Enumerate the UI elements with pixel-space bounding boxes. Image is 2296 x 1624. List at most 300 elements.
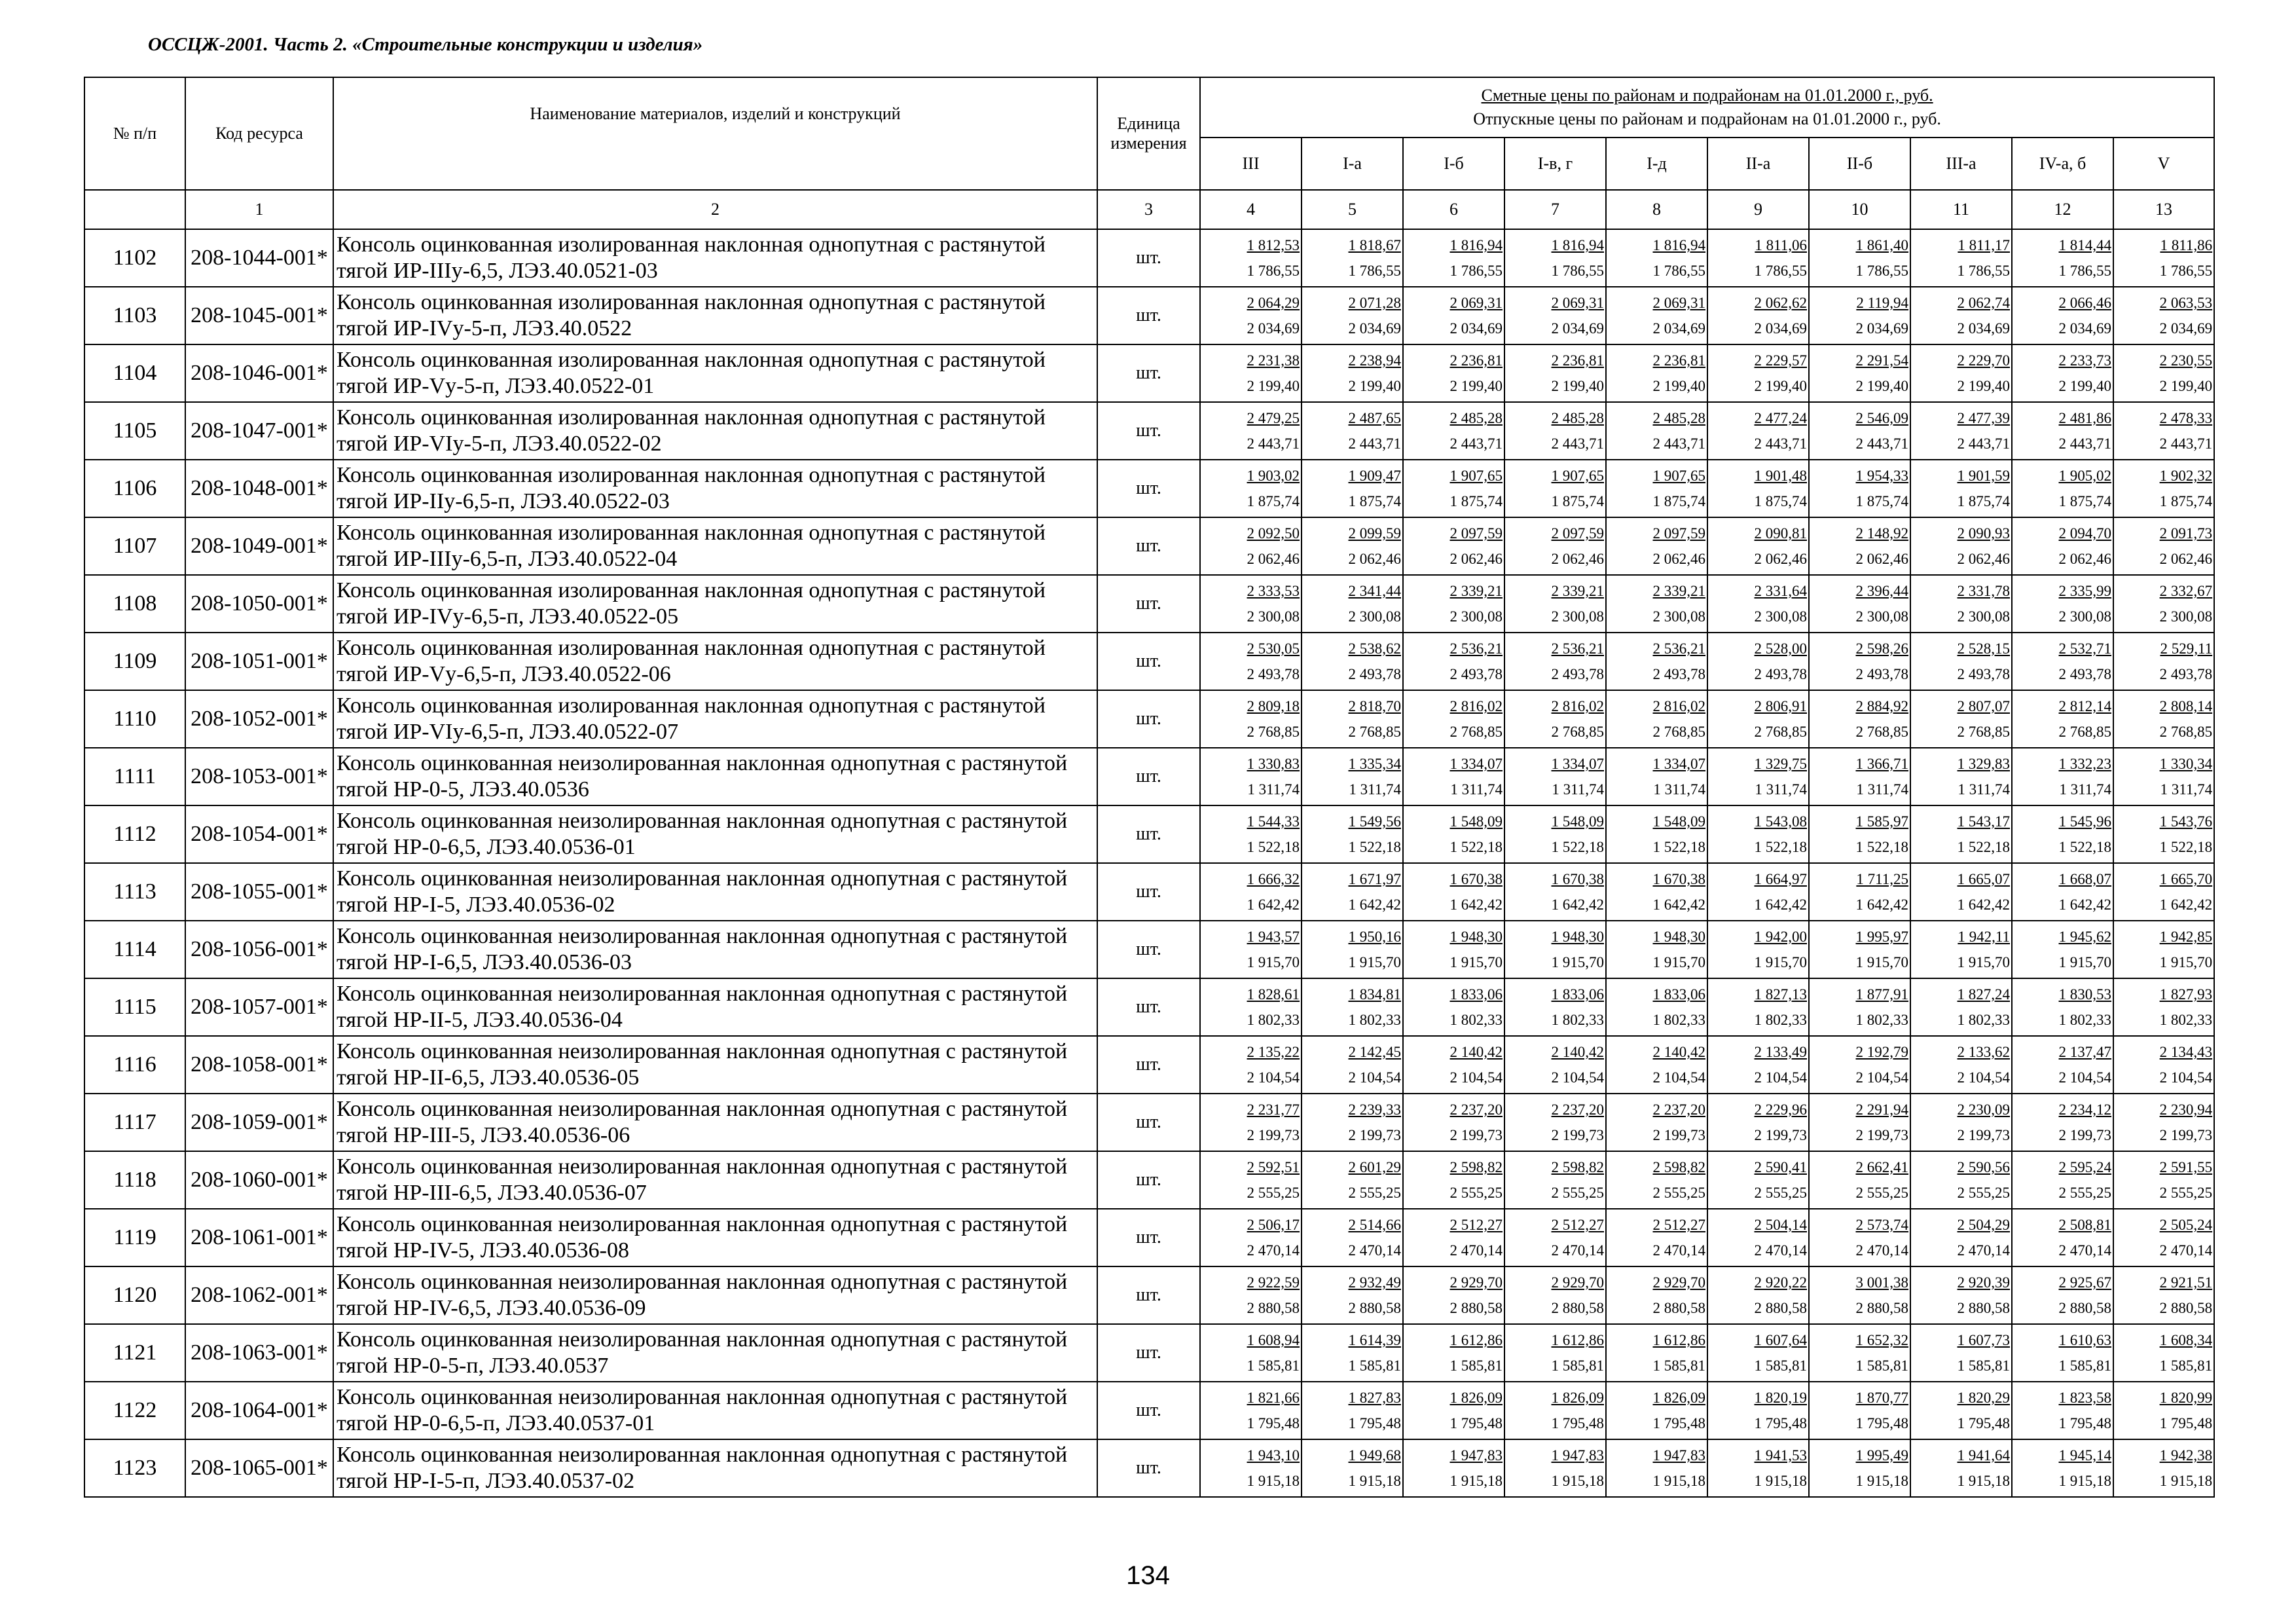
estimated-price: 1 823,58 [2058, 1390, 2111, 1406]
price-cell [1707, 575, 1809, 633]
table-row [84, 1094, 2214, 1151]
header-num: № п/п [84, 77, 185, 190]
estimated-price: 2 528,00 [1754, 640, 1807, 657]
item-name [333, 748, 1097, 805]
release-price: 2 034,69 [1957, 320, 2010, 337]
release-price: 1 802,33 [1855, 1012, 1908, 1028]
release-price: 1 585,81 [1348, 1357, 1401, 1374]
price-cell [1403, 517, 1504, 575]
price-cell [1403, 287, 1504, 344]
price-cell [1606, 1382, 1707, 1439]
table-row [84, 1324, 2214, 1382]
price-cell [1302, 460, 1403, 517]
header-region: III [1200, 138, 1302, 190]
release-price: 1 915,18 [2159, 1473, 2213, 1489]
estimated-price: 2 339,21 [1652, 583, 1705, 599]
price-cell [1504, 978, 1606, 1036]
header-region: IV-а, б [2012, 138, 2113, 190]
item-name-line2: тягой ИР-Vу-6,5-п, ЛЭЗ.40.0522-06 [337, 662, 671, 686]
price-cell [1200, 978, 1302, 1036]
release-price: 1 585,81 [1449, 1357, 1503, 1374]
price-cell [1302, 1209, 1403, 1266]
column-number: 6 [1403, 190, 1504, 229]
estimated-price: 2 816,02 [1652, 698, 1705, 714]
price-cell [1606, 863, 1707, 921]
price-cell [1606, 1266, 1707, 1324]
release-price: 1 522,18 [1957, 839, 2010, 855]
release-price: 2 104,54 [1449, 1069, 1503, 1086]
estimated-price: 2 920,22 [1754, 1274, 1807, 1291]
price-cell [1504, 1439, 1606, 1497]
release-price: 1 795,48 [1754, 1415, 1807, 1431]
release-price: 2 034,69 [2058, 320, 2111, 337]
price-cell [1606, 575, 1707, 633]
resource-code: 208-1051-001* [185, 633, 333, 690]
item-name-line2: тягой ИР-VIу-5-п, ЛЭЗ.40.0522-02 [337, 432, 662, 456]
release-price: 2 062,46 [1957, 551, 2010, 567]
item-name-line2: тягой НР-0-5, ЛЭЗ.40.0536 [337, 777, 589, 802]
row-number: 1117 [84, 1094, 185, 1151]
release-price: 1 915,70 [2058, 954, 2111, 970]
item-name-line1: Консоль оцинкованная неизолированная наклонная однопутная с растянутой [337, 1270, 1068, 1294]
price-cell [1504, 575, 1606, 633]
item-name-line1: Консоль оцинкованная неизолированная наклонная однопутная с растянутой [337, 1327, 1068, 1352]
estimated-price: 2 097,59 [1652, 525, 1705, 542]
price-cell [1910, 1151, 2012, 1209]
estimated-price: 2 066,46 [2058, 295, 2111, 311]
estimated-price: 2 339,21 [1551, 583, 1604, 599]
release-price: 2 199,40 [1855, 378, 1908, 394]
price-cell [1302, 863, 1403, 921]
estimated-price: 2 816,02 [1551, 698, 1604, 714]
price-cell [1910, 1382, 2012, 1439]
release-price: 1 786,55 [1754, 263, 1807, 279]
release-price: 1 786,55 [1247, 263, 1300, 279]
price-cell [1504, 1209, 1606, 1266]
estimated-price: 2 236,81 [1449, 352, 1503, 369]
item-name-line1: Консоль оцинкованная изолированная наклонная однопутная с растянутой [337, 348, 1046, 372]
resource-code: 208-1046-001* [185, 344, 333, 402]
item-name [333, 633, 1097, 690]
release-price: 2 880,58 [1957, 1300, 2010, 1316]
item-name-line2: тягой НР-0-6,5-п, ЛЭЗ.40.0537-01 [337, 1411, 655, 1435]
estimated-price: 2 140,42 [1449, 1044, 1503, 1060]
release-price: 1 786,55 [1855, 263, 1908, 279]
resource-code: 208-1050-001* [185, 575, 333, 633]
estimated-price: 1 548,09 [1551, 813, 1604, 830]
price-cell [2113, 1094, 2214, 1151]
release-price: 2 104,54 [1247, 1069, 1300, 1086]
release-price: 2 555,25 [1855, 1185, 1908, 1201]
release-price: 2 880,58 [1449, 1300, 1503, 1316]
estimated-price: 2 140,42 [1551, 1044, 1604, 1060]
release-price: 1 802,33 [1551, 1012, 1604, 1028]
table-row [84, 1036, 2214, 1094]
release-price: 2 199,40 [1652, 378, 1705, 394]
resource-code: 208-1065-001* [185, 1439, 333, 1497]
release-price: 1 802,33 [1449, 1012, 1503, 1028]
price-cell [1302, 921, 1403, 978]
item-name [333, 1382, 1097, 1439]
estimated-price: 1 543,17 [1957, 813, 2010, 830]
price-cell [2012, 978, 2113, 1036]
estimated-price: 1 670,38 [1449, 871, 1503, 887]
column-number: 2 [333, 190, 1097, 229]
item-name [333, 517, 1097, 575]
estimated-price: 1 907,65 [1652, 468, 1705, 484]
estimated-price: 1 543,08 [1754, 813, 1807, 830]
price-cell [1403, 1439, 1504, 1497]
estimated-price: 2 333,53 [1247, 583, 1300, 599]
release-price: 2 199,73 [1348, 1127, 1401, 1143]
price-cell [1403, 1382, 1504, 1439]
price-cell [1403, 633, 1504, 690]
header-region: I-б [1403, 138, 1504, 190]
table-row [84, 402, 2214, 460]
estimated-price: 1 870,77 [1855, 1390, 1908, 1406]
price-cell [1606, 921, 1707, 978]
item-name-line1: Консоль оцинкованная неизолированная наклонная однопутная с растянутой [337, 1154, 1068, 1179]
release-price: 1 642,42 [1652, 896, 1705, 913]
estimated-price: 2 339,21 [1449, 583, 1503, 599]
row-number: 1115 [84, 978, 185, 1036]
estimated-price: 1 545,96 [2058, 813, 2111, 830]
column-number: 12 [2012, 190, 2113, 229]
estimated-price: 1 941,53 [1754, 1447, 1807, 1464]
release-price: 1 875,74 [1754, 493, 1807, 509]
release-price: 2 034,69 [1652, 320, 1705, 337]
estimated-price: 2 479,25 [1247, 410, 1300, 426]
estimated-price: 2 598,26 [1855, 640, 1908, 657]
price-cell [1809, 1209, 1910, 1266]
estimated-price: 1 329,83 [1957, 756, 2010, 772]
price-cell [1707, 633, 1809, 690]
release-price: 2 034,69 [1855, 320, 1908, 337]
price-cell [1707, 1151, 1809, 1209]
price-cell [1200, 1036, 1302, 1094]
unit: шт. [1097, 287, 1200, 344]
estimated-price: 2 332,67 [2159, 583, 2213, 599]
estimated-price: 1 877,91 [1855, 986, 1908, 1003]
estimated-price: 1 652,32 [1855, 1332, 1908, 1348]
unit: шт. [1097, 1266, 1200, 1324]
estimated-price: 1 905,02 [2058, 468, 2111, 484]
column-number: 10 [1809, 190, 1910, 229]
release-price: 2 555,25 [1551, 1185, 1604, 1201]
row-number: 1116 [84, 1036, 185, 1094]
price-cell [1910, 1266, 2012, 1324]
estimated-price: 1 995,49 [1855, 1447, 1908, 1464]
estimated-price: 2 808,14 [2159, 698, 2213, 714]
estimated-price: 2 598,82 [1551, 1159, 1604, 1175]
price-cell [1809, 805, 1910, 863]
estimated-price: 1 947,83 [1449, 1447, 1503, 1464]
estimated-price: 1 665,07 [1957, 871, 2010, 887]
item-name-line1: Консоль оцинкованная изолированная наклонная однопутная с растянутой [337, 290, 1046, 314]
table-row [84, 748, 2214, 805]
release-price: 1 786,55 [2159, 263, 2213, 279]
estimated-price: 1 954,33 [1855, 468, 1908, 484]
estimated-price: 2 097,59 [1551, 525, 1604, 542]
price-cell [1200, 748, 1302, 805]
item-name-line2: тягой ИР-Vу-5-п, ЛЭЗ.40.0522-01 [337, 374, 655, 398]
estimated-price: 2 291,54 [1855, 352, 1908, 369]
estimated-price: 1 945,14 [2058, 1447, 2111, 1464]
price-cell [1200, 805, 1302, 863]
price-cell [2113, 748, 2214, 805]
unit: шт. [1097, 1036, 1200, 1094]
estimated-price: 1 948,30 [1551, 929, 1604, 945]
item-name-line1: Консоль оцинкованная неизолированная наклонная однопутная с растянутой [337, 751, 1068, 775]
release-price: 1 802,33 [1652, 1012, 1705, 1028]
estimated-price: 1 608,94 [1247, 1332, 1300, 1348]
item-name-line2: тягой НР-I-5, ЛЭЗ.40.0536-02 [337, 893, 615, 917]
release-price: 1 875,74 [1449, 493, 1503, 509]
estimated-price: 2 091,73 [2159, 525, 2213, 542]
resource-code: 208-1054-001* [185, 805, 333, 863]
row-number: 1121 [84, 1324, 185, 1382]
item-name-line1: Консоль оцинкованная изолированная наклонная однопутная с растянутой [337, 693, 1046, 718]
estimated-price: 1 901,48 [1754, 468, 1807, 484]
item-name [333, 575, 1097, 633]
table-row [84, 978, 2214, 1036]
unit: шт. [1097, 344, 1200, 402]
estimated-price: 2 816,02 [1449, 698, 1503, 714]
estimated-price: 2 806,91 [1754, 698, 1807, 714]
release-price: 1 875,74 [1551, 493, 1604, 509]
price-cell [2113, 1266, 2214, 1324]
unit: шт. [1097, 805, 1200, 863]
price-cell [1910, 921, 2012, 978]
release-price: 2 880,58 [1551, 1300, 1604, 1316]
page-number: 134 [1126, 1561, 1170, 1590]
estimated-price: 1 610,63 [2058, 1332, 2111, 1348]
release-price: 1 915,18 [1449, 1473, 1503, 1489]
estimated-price: 1 942,85 [2159, 929, 2213, 945]
price-cell [2012, 229, 2113, 287]
price-cell [1809, 344, 1910, 402]
price-cell [1809, 460, 1910, 517]
estimated-price: 1 945,62 [2058, 929, 2111, 945]
release-price: 2 062,46 [1652, 551, 1705, 567]
estimated-price: 1 332,23 [2058, 756, 2111, 772]
release-price: 2 443,71 [1449, 435, 1503, 452]
estimated-price: 1 942,00 [1754, 929, 1807, 945]
price-cell [1910, 633, 2012, 690]
estimated-price: 1 949,68 [1348, 1447, 1401, 1464]
estimated-price: 1 811,86 [2160, 237, 2213, 253]
price-cell [1302, 978, 1403, 1036]
price-cell [1707, 690, 1809, 748]
estimated-price: 2 090,93 [1957, 525, 2010, 542]
item-name-line2: тягой НР-I-5-п, ЛЭЗ.40.0537-02 [337, 1469, 635, 1493]
price-cell [1606, 517, 1707, 575]
estimated-price: 2 140,42 [1652, 1044, 1705, 1060]
release-price: 1 522,18 [2058, 839, 2111, 855]
release-price: 1 915,18 [1652, 1473, 1705, 1489]
estimated-price: 2 239,33 [1348, 1101, 1401, 1118]
estimated-price: 1 816,94 [1551, 237, 1604, 253]
item-name [333, 1209, 1097, 1266]
resource-code: 208-1045-001* [185, 287, 333, 344]
column-number: 5 [1302, 190, 1403, 229]
release-price: 1 311,74 [1856, 781, 1908, 798]
price-cell [1403, 575, 1504, 633]
resource-code: 208-1061-001* [185, 1209, 333, 1266]
price-cell [1200, 402, 1302, 460]
price-cell [1504, 863, 1606, 921]
table-row [84, 1266, 2214, 1324]
release-price: 2 199,73 [1754, 1127, 1807, 1143]
release-price: 2 104,54 [1551, 1069, 1604, 1086]
item-name [333, 1324, 1097, 1382]
release-price: 2 300,08 [1551, 608, 1604, 625]
release-price: 2 199,40 [1551, 378, 1604, 394]
item-name-line2: тягой НР-III-5, ЛЭЗ.40.0536-06 [337, 1123, 630, 1147]
estimated-price: 1 329,75 [1754, 756, 1807, 772]
release-price: 2 199,73 [1449, 1127, 1503, 1143]
price-cell [1504, 1094, 1606, 1151]
release-price: 2 062,46 [1449, 551, 1503, 567]
release-price: 1 875,74 [1957, 493, 2010, 509]
release-price: 2 470,14 [1348, 1242, 1401, 1259]
price-cell [1809, 633, 1910, 690]
table-row [84, 690, 2214, 748]
item-name [333, 1036, 1097, 1094]
price-cell [1809, 229, 1910, 287]
price-cell [1707, 1382, 1809, 1439]
release-price: 2 768,85 [2159, 724, 2213, 740]
release-price: 2 493,78 [1348, 666, 1401, 682]
price-cell [1707, 1209, 1809, 1266]
release-price: 1 795,48 [2159, 1415, 2213, 1431]
estimated-price: 2 529,11 [2160, 640, 2213, 657]
release-price: 2 443,71 [2058, 435, 2111, 452]
estimated-price: 2 234,12 [2058, 1101, 2111, 1118]
header-region: I-в, г [1504, 138, 1606, 190]
release-price: 1 786,55 [1652, 263, 1705, 279]
estimated-price: 2 229,57 [1754, 352, 1807, 369]
item-name [333, 1439, 1097, 1497]
resource-code: 208-1064-001* [185, 1382, 333, 1439]
unit: шт. [1097, 633, 1200, 690]
estimated-price: 1 330,34 [2159, 756, 2213, 772]
price-cell [2113, 633, 2214, 690]
release-price: 2 034,69 [1449, 320, 1503, 337]
release-price: 1 915,18 [1855, 1473, 1908, 1489]
estimated-price: 1 811,17 [1958, 237, 2010, 253]
release-price: 1 802,33 [1957, 1012, 2010, 1028]
estimated-price: 1 826,09 [1652, 1390, 1705, 1406]
estimated-price: 1 612,86 [1449, 1332, 1503, 1348]
price-cell [1707, 1094, 1809, 1151]
release-price: 2 443,71 [1247, 435, 1300, 452]
price-cell [1606, 1036, 1707, 1094]
estimated-price: 2 807,07 [1957, 698, 2010, 714]
unit: шт. [1097, 460, 1200, 517]
estimated-price: 1 820,29 [1957, 1390, 2010, 1406]
price-cell [1707, 863, 1809, 921]
release-price: 2 555,25 [1957, 1185, 2010, 1201]
release-price: 1 915,70 [1247, 954, 1300, 970]
release-price: 2 300,08 [1652, 608, 1705, 625]
release-price: 1 311,74 [2059, 781, 2111, 798]
estimated-price: 1 670,38 [1551, 871, 1604, 887]
release-price: 1 786,55 [2058, 263, 2111, 279]
item-name-line1: Консоль оцинкованная неизолированная наклонная однопутная с растянутой [337, 1443, 1068, 1467]
resource-code: 208-1048-001* [185, 460, 333, 517]
release-price: 2 470,14 [2159, 1242, 2213, 1259]
price-cell [1809, 1151, 1910, 1209]
table-row [84, 1151, 2214, 1209]
estimated-price: 1 612,86 [1551, 1332, 1604, 1348]
item-name-line1: Консоль оцинкованная неизолированная наклонная однопутная с растянутой [337, 809, 1068, 833]
estimated-price: 2 094,70 [2058, 525, 2111, 542]
price-cell [1200, 1151, 1302, 1209]
release-price: 1 522,18 [1348, 839, 1401, 855]
price-cell [1504, 1036, 1606, 1094]
estimated-price: 2 062,74 [1957, 295, 2010, 311]
header-unit: Единица измерения [1097, 77, 1200, 190]
release-price: 2 880,58 [1855, 1300, 1908, 1316]
price-cell [1606, 633, 1707, 690]
column-number: 11 [1910, 190, 2012, 229]
row-number: 1109 [84, 633, 185, 690]
release-price: 1 915,70 [1551, 954, 1604, 970]
header-region: I-а [1302, 138, 1403, 190]
release-price: 2 199,40 [2058, 378, 2111, 394]
item-name [333, 402, 1097, 460]
release-price: 2 300,08 [2058, 608, 2111, 625]
estimated-price: 1 608,34 [2159, 1332, 2213, 1348]
estimated-price: 2 231,38 [1247, 352, 1300, 369]
release-price: 2 199,73 [2058, 1127, 2111, 1143]
estimated-price: 1 901,59 [1957, 468, 2010, 484]
release-price: 2 555,25 [1247, 1185, 1300, 1201]
price-cell [2012, 1266, 2113, 1324]
release-price: 1 642,42 [1348, 896, 1401, 913]
estimated-price: 2 133,49 [1754, 1044, 1807, 1060]
unit: шт. [1097, 1094, 1200, 1151]
release-price: 2 062,46 [1247, 551, 1300, 567]
unit: шт. [1097, 1151, 1200, 1209]
price-cell [1302, 690, 1403, 748]
resource-code: 208-1060-001* [185, 1151, 333, 1209]
release-price: 1 311,74 [1450, 781, 1503, 798]
estimated-price: 2 512,27 [1652, 1217, 1705, 1233]
estimated-price: 1 812,53 [1247, 237, 1300, 253]
column-number: 7 [1504, 190, 1606, 229]
estimated-price: 2 071,28 [1348, 295, 1401, 311]
price-cell [1302, 1382, 1403, 1439]
release-price: 1 795,48 [1957, 1415, 2010, 1431]
price-cell [1302, 1036, 1403, 1094]
price-cell [1504, 1382, 1606, 1439]
item-name [333, 344, 1097, 402]
price-cell [1504, 748, 1606, 805]
header-prices-smeta: Сметные цены по районам и подрайонам на 01.01.2000 г., руб. [1481, 86, 1933, 105]
price-cell [1302, 748, 1403, 805]
estimated-price: 2 921,51 [2159, 1274, 2213, 1291]
estimated-price: 2 536,21 [1449, 640, 1503, 657]
header-region: V [2113, 138, 2214, 190]
estimated-price: 1 830,53 [2058, 986, 2111, 1003]
resource-code: 208-1053-001* [185, 748, 333, 805]
estimated-price: 2 231,77 [1247, 1101, 1300, 1118]
estimated-price: 1 548,09 [1652, 813, 1705, 830]
estimated-price: 1 612,86 [1652, 1332, 1705, 1348]
resource-code: 208-1047-001* [185, 402, 333, 460]
